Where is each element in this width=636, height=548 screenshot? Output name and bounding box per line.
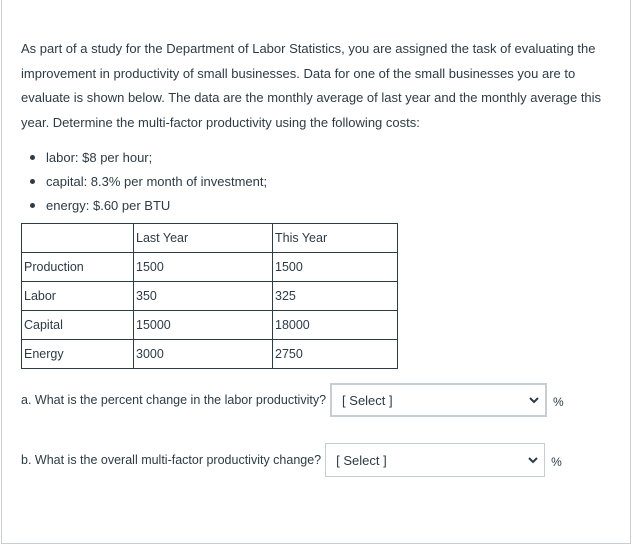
table-cell: 350: [134, 282, 273, 311]
labor-productivity-select[interactable]: [330, 383, 547, 417]
select-value: [ Select ]: [342, 392, 393, 408]
table-row: [22, 253, 398, 282]
table-cell: 3000: [134, 340, 273, 369]
table-cell: 1500: [134, 253, 273, 282]
table-header-row: [22, 224, 398, 253]
table-cell: 325: [273, 282, 398, 311]
question-intro: As part of a study for the Department of Labor Statistics, you are assigned the task of evaluating the improvement in productivity of small businesses. Data for one of the small businesses you are to evaluate is shown below. The data are the monthly average of last year and the monthly average this year. Determine the multi-factor productivity using the following costs:: [21, 41, 602, 130]
cost-item-capital: capital: 8.3% per month of investment;: [21, 170, 267, 194]
table-row: [22, 311, 398, 340]
table-cell: Energy: [22, 340, 134, 369]
table-cell: 18000: [273, 311, 398, 340]
table-cell: 1500: [273, 253, 398, 282]
select-value: [ Select ]: [336, 452, 387, 468]
table-header-cell: [22, 224, 134, 253]
question-b-text: b. What is the overall multi-factor productivity change?: [21, 453, 322, 467]
productivity-table: [21, 223, 398, 369]
question-a: [21, 383, 564, 417]
table-cell: 2750: [273, 340, 398, 369]
chevron-down-icon: [529, 396, 539, 404]
table-row: [22, 282, 398, 311]
question-a-text: a. What is the percent change in the labor productivity?: [21, 393, 327, 407]
table-header-cell: Last Year: [134, 224, 273, 253]
percent-unit: %: [553, 395, 564, 409]
table-cell: Production: [22, 253, 134, 282]
question-b: [21, 443, 562, 477]
cost-list: [21, 146, 267, 218]
table-header-cell: This Year: [273, 224, 398, 253]
chevron-down-icon: [528, 456, 538, 464]
table-cell: 15000: [134, 311, 273, 340]
table-cell: Capital: [22, 311, 134, 340]
percent-unit: %: [551, 455, 562, 469]
cost-item-energy: energy: $.60 per BTU: [21, 194, 267, 218]
table-row: [22, 340, 398, 369]
multifactor-productivity-select[interactable]: [325, 443, 545, 477]
cost-item-labor: labor: $8 per hour;: [21, 146, 267, 170]
table-cell: Labor: [22, 282, 134, 311]
